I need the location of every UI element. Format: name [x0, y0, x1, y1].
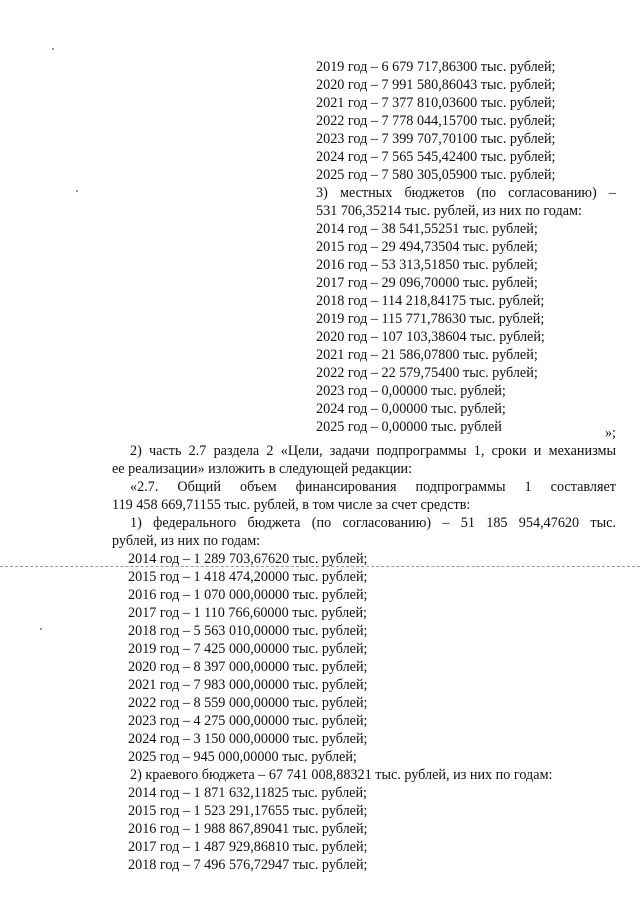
year-amount-line: 2015 год – 29 494,73504 тыс. рублей; — [316, 239, 538, 255]
year-amount-line: 2018 год – 5 563 010,00000 тыс. рублей; — [128, 623, 368, 639]
paragraph-2-7-line-2: 119 458 669,71155 тыс. рублей, в том числе за счет средств: — [112, 497, 471, 513]
year-amount-line: 2014 год – 1 289 703,67620 тыс. рублей; — [128, 551, 368, 567]
year-amount-line: 2024 год – 7 565 545,42400 тыс. рублей; — [316, 149, 556, 165]
amendment-intro-line-2: ее реализации» изложить в следующей редакции: — [112, 461, 413, 477]
federal-years-list — [128, 550, 448, 766]
year-amount-line: 2022 год – 22 579,75400 тыс. рублей; — [316, 365, 538, 381]
year-amount-line: 2014 год – 38 541,55251 тыс. рублей; — [316, 221, 538, 237]
year-amount-line: 2016 год – 1 988 867,89041 тыс. рублей; — [128, 821, 368, 837]
year-amount-line: 2022 год – 8 559 000,00000 тыс. рублей; — [128, 695, 368, 711]
year-amount-line: 2019 год – 7 425 000,00000 тыс. рублей; — [128, 641, 368, 657]
year-amount-line: 2023 год – 4 275 000,00000 тыс. рублей; — [128, 713, 368, 729]
year-amount-line: 2021 год – 7 377 810,03600 тыс. рублей; — [316, 95, 556, 111]
year-amount-line: 2018 год – 7 496 576,72947 тыс. рублей; — [128, 857, 368, 873]
scan-speck — [52, 48, 54, 50]
year-amount-line: 2019 год – 6 679 717,86300 тыс. рублей; — [316, 59, 556, 75]
year-amount-line: 2023 год – 0,00000 тыс. рублей; — [316, 383, 506, 399]
year-amount-line: 2020 год – 8 397 000,00000 тыс. рублей; — [128, 659, 368, 675]
year-amount-line: 2025 год – 7 580 305,05900 тыс. рублей; — [316, 167, 556, 183]
year-amount-line: 2019 год – 115 771,78630 тыс. рублей; — [316, 311, 545, 327]
year-amount-line: 2015 год – 1 523 291,17655 тыс. рублей; — [128, 803, 368, 819]
year-amount-line: 2021 год – 7 983 000,00000 тыс. рублей; — [128, 677, 368, 693]
year-amount-line: 2016 год – 53 313,51850 тыс. рублей; — [316, 257, 538, 273]
local-budget-heading: 3) местных бюджетов (по согласованию) – — [316, 185, 616, 201]
year-amount-line: 2017 год – 1 487 929,86810 тыс. рублей; — [128, 839, 368, 855]
year-amount-line: 2025 год – 945 000,00000 тыс. рублей; — [128, 749, 357, 765]
year-amount-line: 2020 год – 107 103,38604 тыс. рублей; — [316, 329, 545, 345]
year-amount-line: 2015 год – 1 418 474,20000 тыс. рублей; — [128, 569, 368, 585]
year-amount-line: 2018 год – 114 218,84175 тыс. рублей; — [316, 293, 545, 309]
local-budget-total: 531 706,35214 тыс. рублей, из них по годам: — [316, 203, 582, 219]
closing-quote: »; — [604, 425, 616, 441]
year-amount-line: 2016 год – 1 070 000,00000 тыс. рублей; — [128, 587, 368, 603]
federal-budget-line-1: 1) федерального бюджета (по согласованию) – 51 185 954,47620 тыс. — [130, 515, 616, 531]
regional-budget-heading: 2) краевого бюджета – 67 741 008,88321 тыс. рублей, из них по годам: — [130, 767, 553, 783]
year-amount-line: 2023 год – 7 399 707,70100 тыс. рублей; — [316, 131, 556, 147]
federal-budget-line-2: рублей, из них по годам: — [112, 533, 261, 549]
amendment-intro-line-1: 2) часть 2.7 раздела 2 «Цели, задачи подпрограммы 1, сроки и механизмы — [130, 443, 616, 459]
regional-years-list — [316, 58, 616, 184]
scan-speck — [40, 628, 42, 630]
year-amount-line: 2025 год – 0,00000 тыс. рублей — [316, 419, 502, 435]
scan-speck — [76, 190, 78, 192]
regional-years-list-2 — [128, 784, 448, 874]
year-amount-line: 2024 год – 3 150 000,00000 тыс. рублей; — [128, 731, 368, 747]
year-amount-line: 2022 год – 7 778 044,15700 тыс. рублей; — [316, 113, 556, 129]
year-amount-line: 2017 год – 29 096,70000 тыс. рублей; — [316, 275, 538, 291]
budget-column-block — [316, 58, 616, 436]
year-amount-line: 2014 год – 1 871 632,11825 тыс. рублей; — [128, 785, 367, 801]
local-years-list — [316, 220, 616, 436]
year-amount-line: 2020 год – 7 991 580,86043 тыс. рублей; — [316, 77, 556, 93]
paragraph-2-7-line-1: «2.7. Общий объем финансирования подпрограммы 1 составляет — [130, 479, 616, 495]
year-amount-line: 2021 год – 21 586,07800 тыс. рублей; — [316, 347, 538, 363]
year-amount-line: 2024 год – 0,00000 тыс. рублей; — [316, 401, 506, 417]
year-amount-line: 2017 год – 1 110 766,60000 тыс. рублей; — [128, 605, 367, 621]
scan-fold-line — [0, 566, 640, 567]
